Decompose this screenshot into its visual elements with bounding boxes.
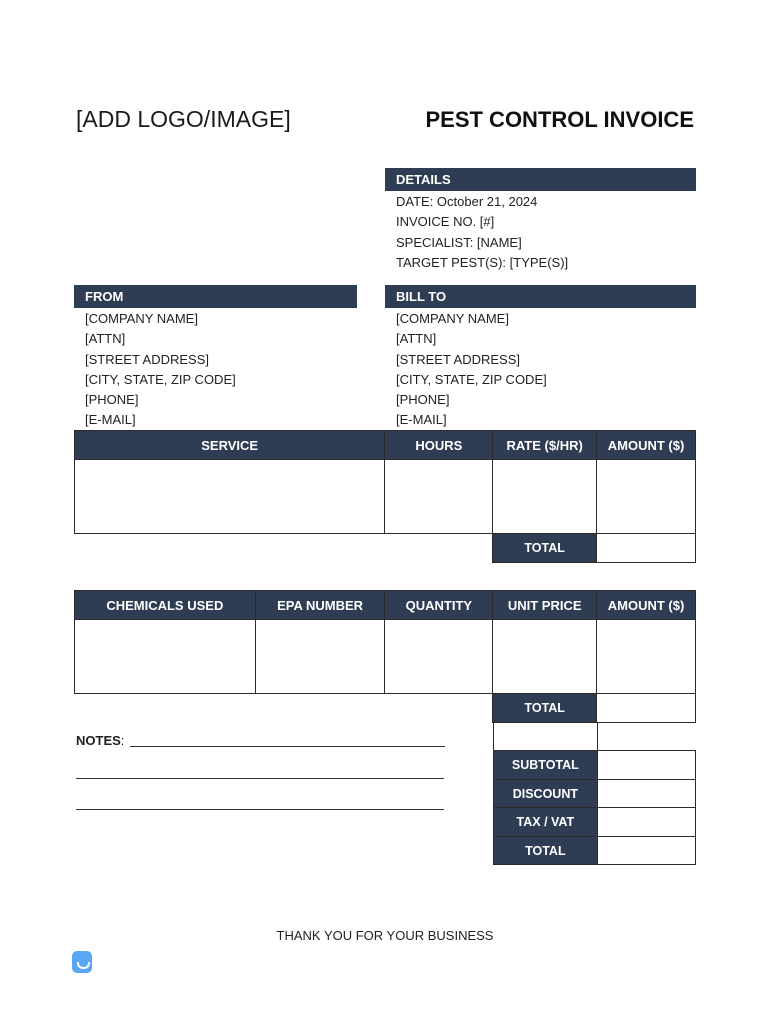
tax-label: TAX / VAT bbox=[494, 808, 598, 837]
bill-to-phone: [PHONE] bbox=[396, 392, 450, 408]
service-table bbox=[74, 430, 696, 563]
invoice-title: PEST CONTROL INVOICE bbox=[425, 107, 694, 132]
rate-header: RATE ($/HR) bbox=[493, 431, 597, 460]
subtotal-label: SUBTOTAL bbox=[494, 751, 598, 780]
discount-label: DISCOUNT bbox=[494, 780, 598, 808]
from-block bbox=[85, 309, 236, 431]
epa-number-header: EPA NUMBER bbox=[255, 591, 385, 620]
grand-total-label: TOTAL bbox=[494, 837, 598, 865]
discount-value[interactable] bbox=[597, 780, 695, 808]
grand-total-value[interactable] bbox=[597, 837, 695, 865]
unit-price-header: UNIT PRICE bbox=[493, 591, 597, 620]
notes-line-1[interactable] bbox=[130, 746, 445, 747]
quantity-cell[interactable] bbox=[385, 620, 493, 694]
chemicals-header: CHEMICALS USED bbox=[75, 591, 256, 620]
bill-to-street: [STREET ADDRESS] bbox=[396, 351, 521, 367]
details-block bbox=[396, 192, 568, 273]
from-heading: FROM bbox=[74, 285, 357, 308]
bill-to-heading: BILL TO bbox=[385, 285, 696, 308]
chem-amount-cell[interactable] bbox=[597, 620, 696, 694]
bill-to-company: [COMPANY NAME] bbox=[396, 311, 509, 326]
unit-price-cell[interactable] bbox=[493, 620, 597, 694]
epa-number-cell[interactable] bbox=[255, 620, 385, 694]
chem-total-value[interactable] bbox=[597, 694, 696, 723]
bill-to-email: [E-MAIL] bbox=[396, 412, 447, 428]
subtotal-value[interactable] bbox=[597, 751, 695, 780]
from-company: [COMPANY NAME] bbox=[85, 311, 198, 326]
from-street: [STREET ADDRESS] bbox=[85, 351, 210, 367]
amount-cell[interactable] bbox=[597, 460, 696, 534]
chem-amount-header: AMOUNT ($) bbox=[597, 591, 696, 620]
summary-spacer bbox=[494, 723, 598, 751]
details-date: DATE: October 21, 2024 bbox=[396, 194, 538, 209]
summary-table bbox=[493, 722, 696, 865]
service-total-label: TOTAL bbox=[493, 534, 597, 563]
notes-line-3[interactable] bbox=[76, 809, 444, 810]
hours-header: HOURS bbox=[385, 431, 493, 460]
tax-value[interactable] bbox=[597, 808, 695, 837]
details-heading: DETAILS bbox=[385, 168, 696, 191]
from-attn: [ATTN] bbox=[85, 331, 126, 347]
thank-you-message: THANK YOU FOR YOUR BUSINESS bbox=[276, 928, 494, 943]
app-badge-icon[interactable] bbox=[72, 951, 92, 973]
chem-total-label: TOTAL bbox=[493, 694, 597, 723]
service-cell[interactable] bbox=[75, 460, 385, 534]
logo-placeholder: [ADD LOGO/IMAGE] bbox=[76, 106, 291, 132]
bill-to-city: [CITY, STATE, ZIP CODE] bbox=[396, 371, 547, 387]
amount-header: AMOUNT ($) bbox=[597, 431, 696, 460]
chemicals-table bbox=[74, 590, 696, 723]
bill-to-attn: [ATTN] bbox=[396, 331, 437, 347]
hours-cell[interactable] bbox=[385, 460, 493, 534]
from-phone: [PHONE] bbox=[85, 392, 139, 408]
quantity-header: QUANTITY bbox=[385, 591, 493, 620]
details-invoice-no: INVOICE NO. [#] bbox=[396, 214, 495, 230]
service-total-value[interactable] bbox=[597, 534, 696, 563]
rate-cell[interactable] bbox=[493, 460, 597, 534]
notes-label: NOTES: bbox=[76, 733, 125, 748]
chemical-cell[interactable] bbox=[75, 620, 256, 694]
details-target-pests: TARGET PEST(S): [TYPE(S)] bbox=[396, 254, 569, 270]
from-city: [CITY, STATE, ZIP CODE] bbox=[85, 371, 236, 387]
from-email: [E-MAIL] bbox=[85, 412, 136, 428]
bill-to-block bbox=[396, 309, 547, 431]
service-header: SERVICE bbox=[75, 431, 385, 460]
notes-line-2[interactable] bbox=[76, 778, 444, 779]
details-specialist: SPECIALIST: [NAME] bbox=[396, 234, 522, 250]
